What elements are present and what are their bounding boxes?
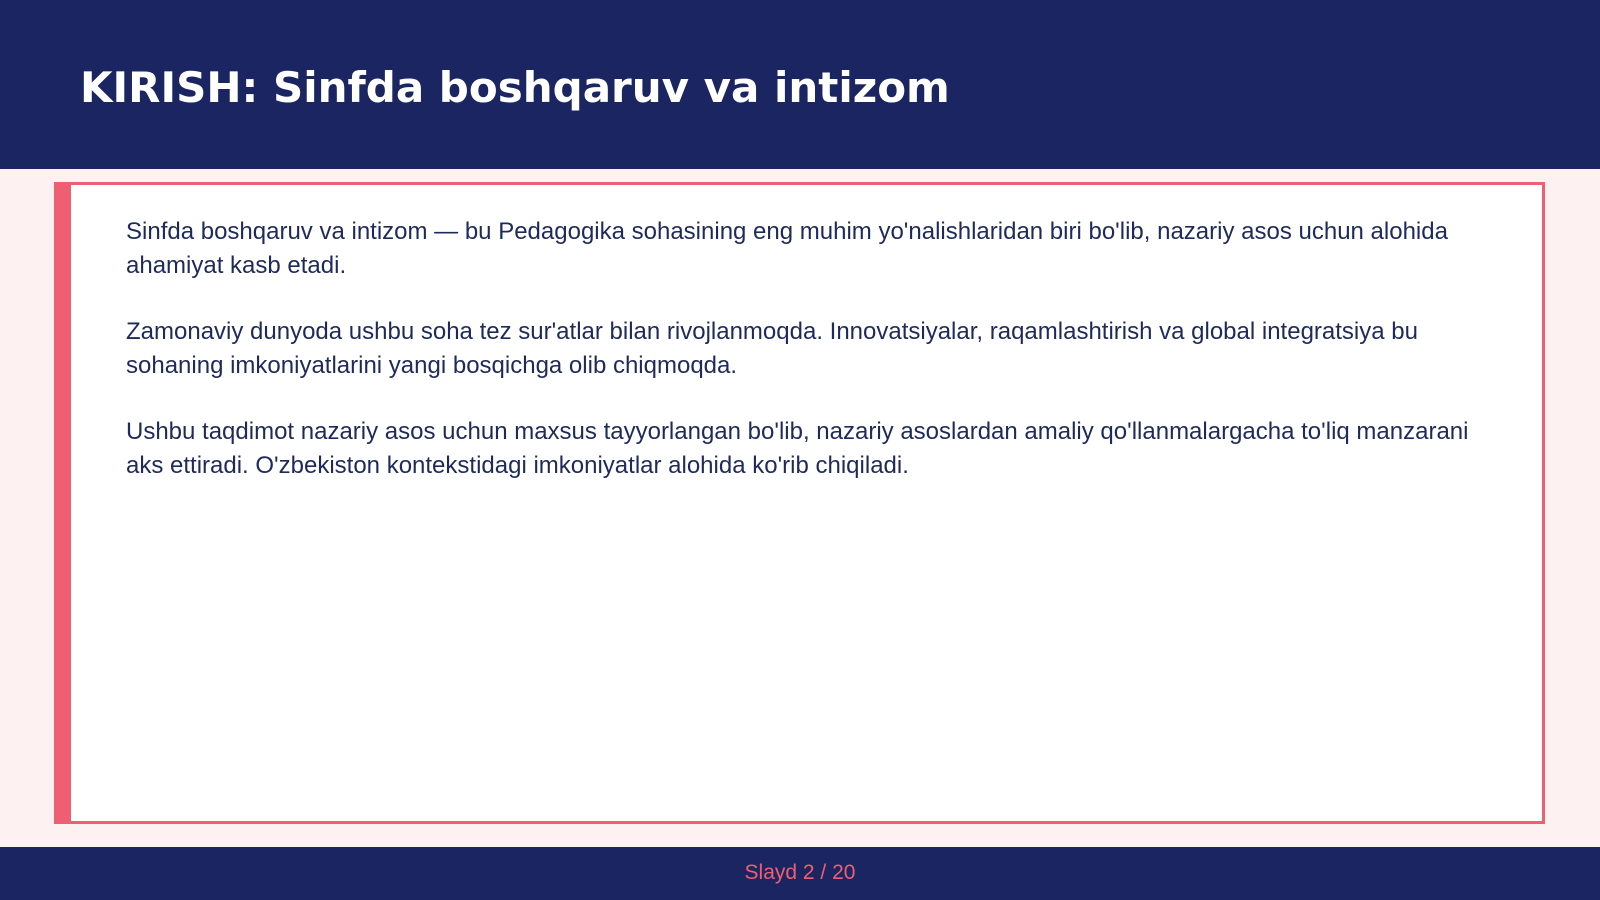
content-box bbox=[54, 182, 1545, 824]
footer-bar bbox=[0, 847, 1600, 900]
paragraph-3: Ushbu taqdimot nazariy asos uchun maxsus tayyorlangan bo'lib, nazariy asoslardan amaliy qo'llanmalargacha to'liq manzarani aks ettiradi. O'zbekiston kontekstidagi imkoniyatlar alohida ko'rib chiqiladi. bbox=[126, 418, 1469, 479]
paragraph-1: Sinfda boshqaruv va intizom — bu Pedagogika sohasining eng muhim yo'nalishlaridan biri bo'lib, nazariy asos uchun alohida ahamiyat kasb etadi. bbox=[126, 218, 1448, 279]
header-bar bbox=[0, 0, 1600, 169]
body-text bbox=[126, 215, 1511, 515]
slide-counter: Slayd 2 / 20 bbox=[744, 861, 856, 884]
slide-title: KIRISH: Sinfda boshqaruv va intizom bbox=[80, 63, 950, 112]
paragraph-2: Zamonaviy dunyoda ushbu soha tez sur'atlar bilan rivojlanmoqda. Innovatsiyalar, raqamlashtirish va global integratsiya bu sohaning imkoniyatlarini yangi bosqichga olib chiqmoqda. bbox=[126, 318, 1418, 379]
